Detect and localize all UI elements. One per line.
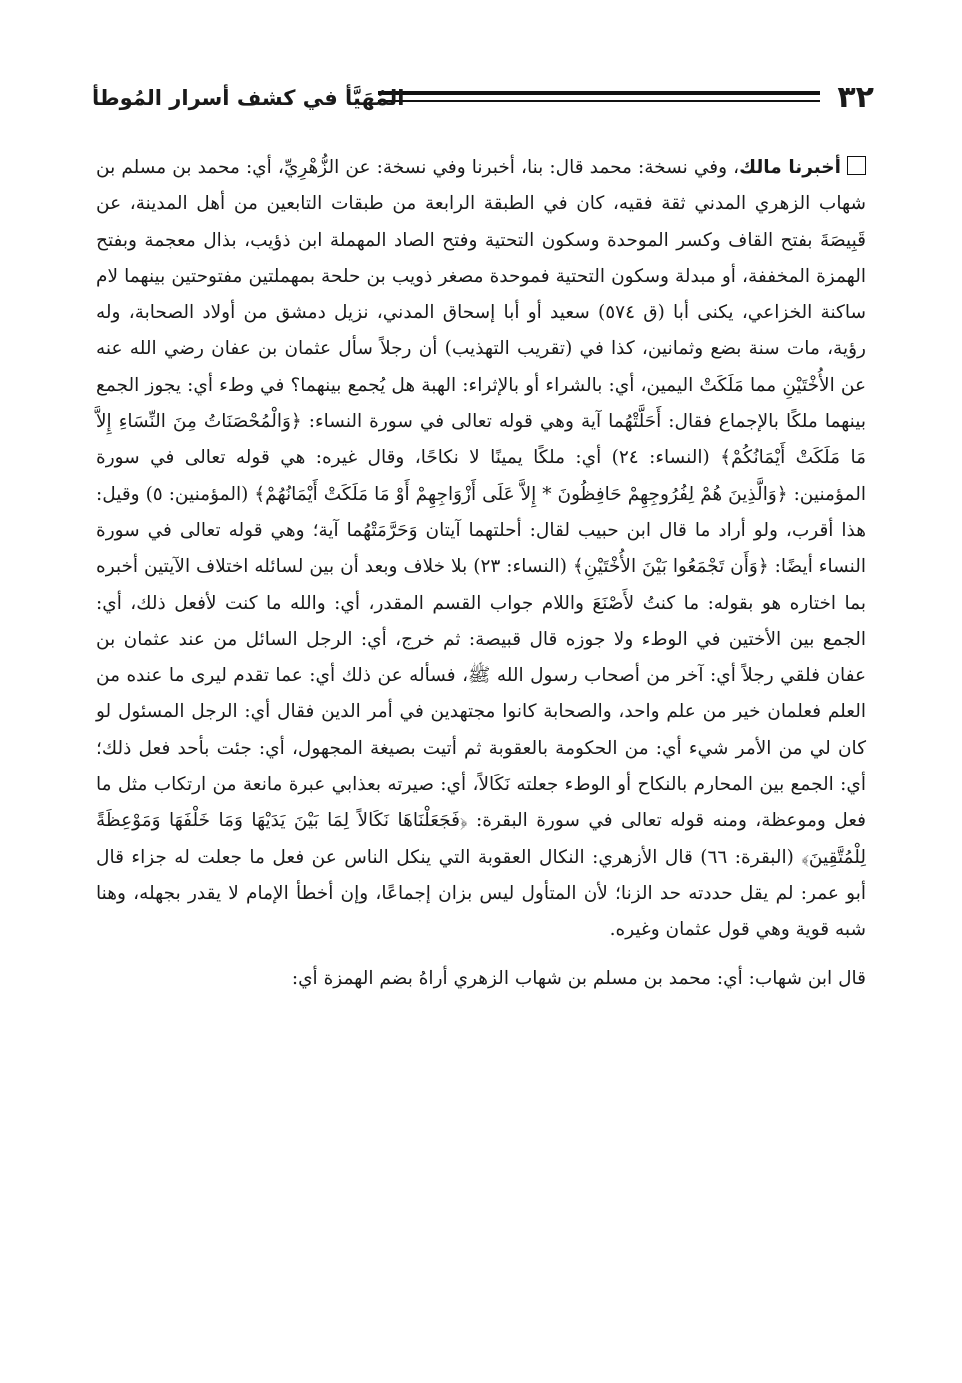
lead-phrase: أخبرنا مالك [739,157,841,178]
running-title: المُهَيَّأ في كشف أسرار المُوطأ [92,86,405,110]
square-marker-icon [847,156,866,175]
body-text [96,150,866,997]
closing-line: قال ابن شهاب: أي: محمد بن مسلم بن شهاب الزهري أراهُ بضم الهمزة أي: [291,967,866,989]
page-number: ٣٢ [837,80,874,115]
paragraph-text: ، وفي نسخة: محمد قال: بنا، أخبرنا وفي نسخة: عن الزُّهْرِيِّ، أي: محمد بن مسلم بن شهاب الزهري المدني ثقة فقيه، كان في الطبقة الرابعة من طبقات التابعين من أهل المدينة، عن قَبِيصَةَ بفتح القاف وكسر الموحدة وسكون التحتية وفتح الصاد المهملة ابن ذؤيب، بذال معجمة وبفتح الهمزة المخففة، أو مبدلة وسكون التحتية فموحدة مصغر ذويب بن حلحة بمهملتين مفتوحتين بينهما لام ساكنة الخزاعي، يكنى أبا (ق ٥٧٤) سعيد أو أبا إسحاق المدني، نزيل دمشق من أولاد الصحابة، وله رؤية، مات سنة بضع وثمانين، كذا في (تقريب التهذيب) أن رجلاً سأل عثمان بن عفان رضي الله عنه عن الأُخْتَيْنِ مما مَلَكَتْ اليمين، أي: بالشراء أو بالإثراء: الهبة هل يُجمع بينهما؟ في وطء أي: يجوز الجمع بينهما ملكًا بالإجماع فقال: أَحَلَّتْهُما آية وهي قوله تعالى في سورة النساء: ﴿وَالْمُحْصَنَاتُ مِنَ النِّسَاءِ إِلاَّ مَا مَلَكَتْ أَيْمَانُكُمْ﴾ (النساء: ٢٤) أي: ملكًا يمينًا لا نكاحًا، وقال غيره: هي قوله تعالى في سورة المؤمنين: ﴿وَالَّذِينَ هُمْ لِفُرُوجِهِمْ حَافِظُونَ * إِلاَّ عَلَى أَزْوَاجِهِمْ أَوْ مَا مَلَكَتْ أَيْمَانُهُمْ﴾ (المؤمنين: ٥) وقيل: هذا أقرب، ولو أراد ما قال ابن حبيب لقال: أحلتهما آيتان وَحَرَّمَتْهُما آية؛ وهي قوله تعالى في سورة النساء أيضًا: ﴿وَأَن تَجْمَعُوا بَيْنَ الأُخْتَيْنِ﴾ (النساء: ٢٣) بلا خلاف وبعد أن بين لسائله اختلاف الآيتين أخبره بما اختاره هو بقوله: ما كنتُ لأَصْنَعَ واللام جواب القسم المقدر، أي: والله ما كنت لأفعل ذلك، أي: الجمع بين الأختين في الوطء ولا جوزه قال قبيصة: ثم خرج، أي: الرجل السائل من عند عثمان بن عفان فلقي رجلاً أي: آخر من أصحاب رسول الله ﷺ، فسأله عن ذلك أي: عما تقدم ليرى ما عنده من العلم فعلمان خير من علم واحد، والصحابة كانوا مجتهدين في أمر الدين فقال أي: الرجل المسئول لو كان لي من الأمر شيء أي: من الحكومة بالعقوبة ثم أتيت بصيغة المجهول، أي: جئت بأحد فعل ذلك؛ أي: الجمع بين المحارم بالنكاح أو الوطء جعلته نَكَالاً، أي: صيرته بعذابي عبرة مانعة من ارتكاب مثل ما فعل وموعظة، ومنه قوله تعالى في سورة البقرة: ﴿فَجَعَلْنَاهَا نَكَالاً لِمَا بَيْنَ يَدَيْهَا وَمَا خَلْفَهَا وَمَوْعِظَةً لِلْمُتَّقِينَ﴾ (البقرة: ٦٦) قال الأزهري: النكال العقوبة التي ينكل الناس عن فعل ما جعلت له جزاء قال أبو عمر: لم يقل حددته حد الزنا؛ لأن المتأول ليس بزان إجماعًا، وإن أخطأ الإمام لا يقدر بجهله، وهنا شبه قوية وهي قول عثمان وغيره. [96,157,867,941]
main-paragraph [96,150,866,949]
header-divider [378,91,820,102]
page-header [92,78,874,118]
